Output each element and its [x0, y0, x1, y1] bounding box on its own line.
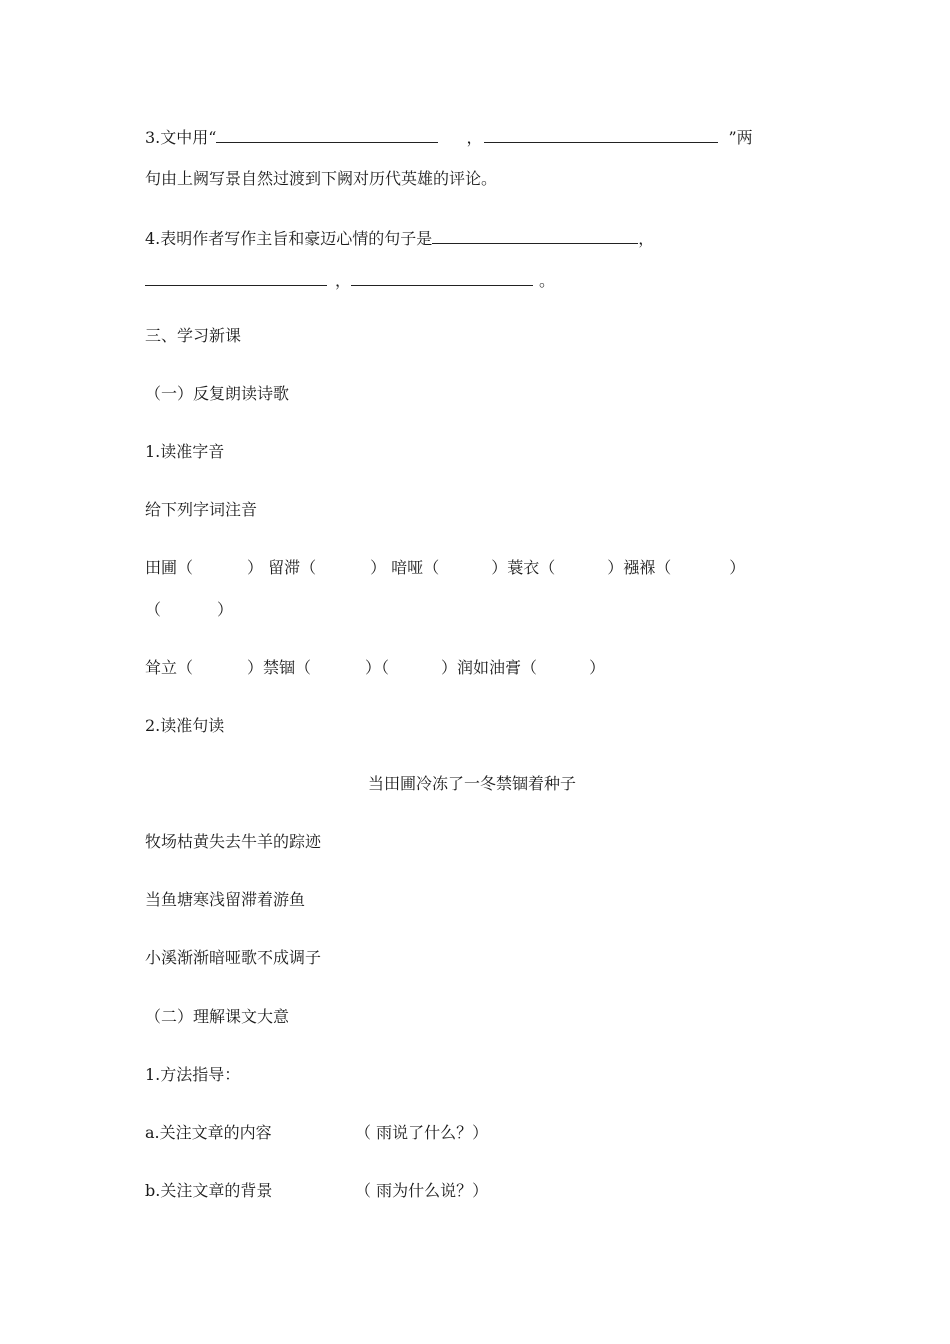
question-3-line-2: 句由上阙写景自然过渡到下阙对历代英雄的评论。: [145, 169, 498, 188]
read-pause-heading: 2.读准句读: [145, 716, 225, 735]
guide-label: a.关注文章的内容: [145, 1123, 272, 1142]
q3-blank-1[interactable]: [216, 126, 438, 143]
q4-blank-1[interactable]: [432, 227, 638, 244]
q3-prefix: 3.文中用“: [145, 128, 217, 147]
read-pronunciation-heading: 1.读准字音: [145, 442, 225, 461]
subsection-heading-2: （二）理解课文大意: [145, 1007, 290, 1026]
guide-label: b.关注文章的背景: [145, 1181, 273, 1200]
guide-item-b: [145, 1180, 272, 1202]
word-tianpu: 田圃（: [145, 558, 194, 577]
word-liuzhi: ） 留滞（: [247, 558, 317, 577]
q4-blank-3[interactable]: [351, 269, 533, 286]
phonetic-row-1: [145, 557, 745, 579]
word-songli: 耸立（: [145, 658, 194, 677]
word-jingu: ）禁锢（: [247, 658, 312, 677]
word-suoyi: ）蓑衣（: [491, 558, 556, 577]
poem-line-4: 小溪渐渐暗哑歌不成调子: [145, 948, 322, 967]
section-heading: 三、学习新课: [145, 326, 242, 345]
guide-note-b: （ 雨为什么说？）: [355, 1181, 489, 1200]
q4-text: 4.表明作者写作主旨和豪迈心情的句子是: [145, 229, 433, 248]
poem-line-3: 当鱼塘寒浅留滞着游鱼: [145, 890, 306, 909]
poem-line-2: 牧场枯黄失去牛羊的踪迹: [145, 832, 322, 851]
q4-comma-2: ，: [335, 271, 352, 290]
question-4-line-1: [145, 227, 654, 250]
phonetic-row-2: 耸立（ ）禁锢（ ）（ ）润如油膏（ ）: [145, 658, 606, 677]
q3-blank-2[interactable]: [484, 126, 718, 143]
word-close: ）: [729, 558, 746, 577]
word-yinya: ） 喑哑（: [370, 558, 440, 577]
guide-item-a: [145, 1122, 272, 1144]
poem-line-1: 当田圃冷冻了一冬禁锢着种子: [368, 774, 577, 793]
word-qiangbao: ）襁褓（: [607, 558, 672, 577]
question-3-line-1: [145, 126, 753, 149]
q4-period: 。: [539, 271, 556, 290]
phonetic-row-1-wrap: （ ）: [145, 600, 234, 619]
guide-note-a: （ 雨说了什么？）: [355, 1123, 489, 1142]
q4-comma-1: ，: [638, 229, 655, 248]
word-runruyougao: ）润如油膏（: [441, 658, 538, 677]
method-heading: 1.方法指导：: [145, 1065, 241, 1084]
q3-suffix: ”两: [728, 128, 753, 147]
phonetic-instruction: 给下列字词注音: [145, 500, 258, 519]
q3-comma: ，: [466, 128, 483, 147]
q4-blank-2[interactable]: [145, 269, 327, 286]
question-4-line-2: [145, 269, 555, 292]
word-jingu-2: ）（: [365, 658, 390, 677]
subsection-heading-1: （一）反复朗读诗歌: [145, 384, 290, 403]
